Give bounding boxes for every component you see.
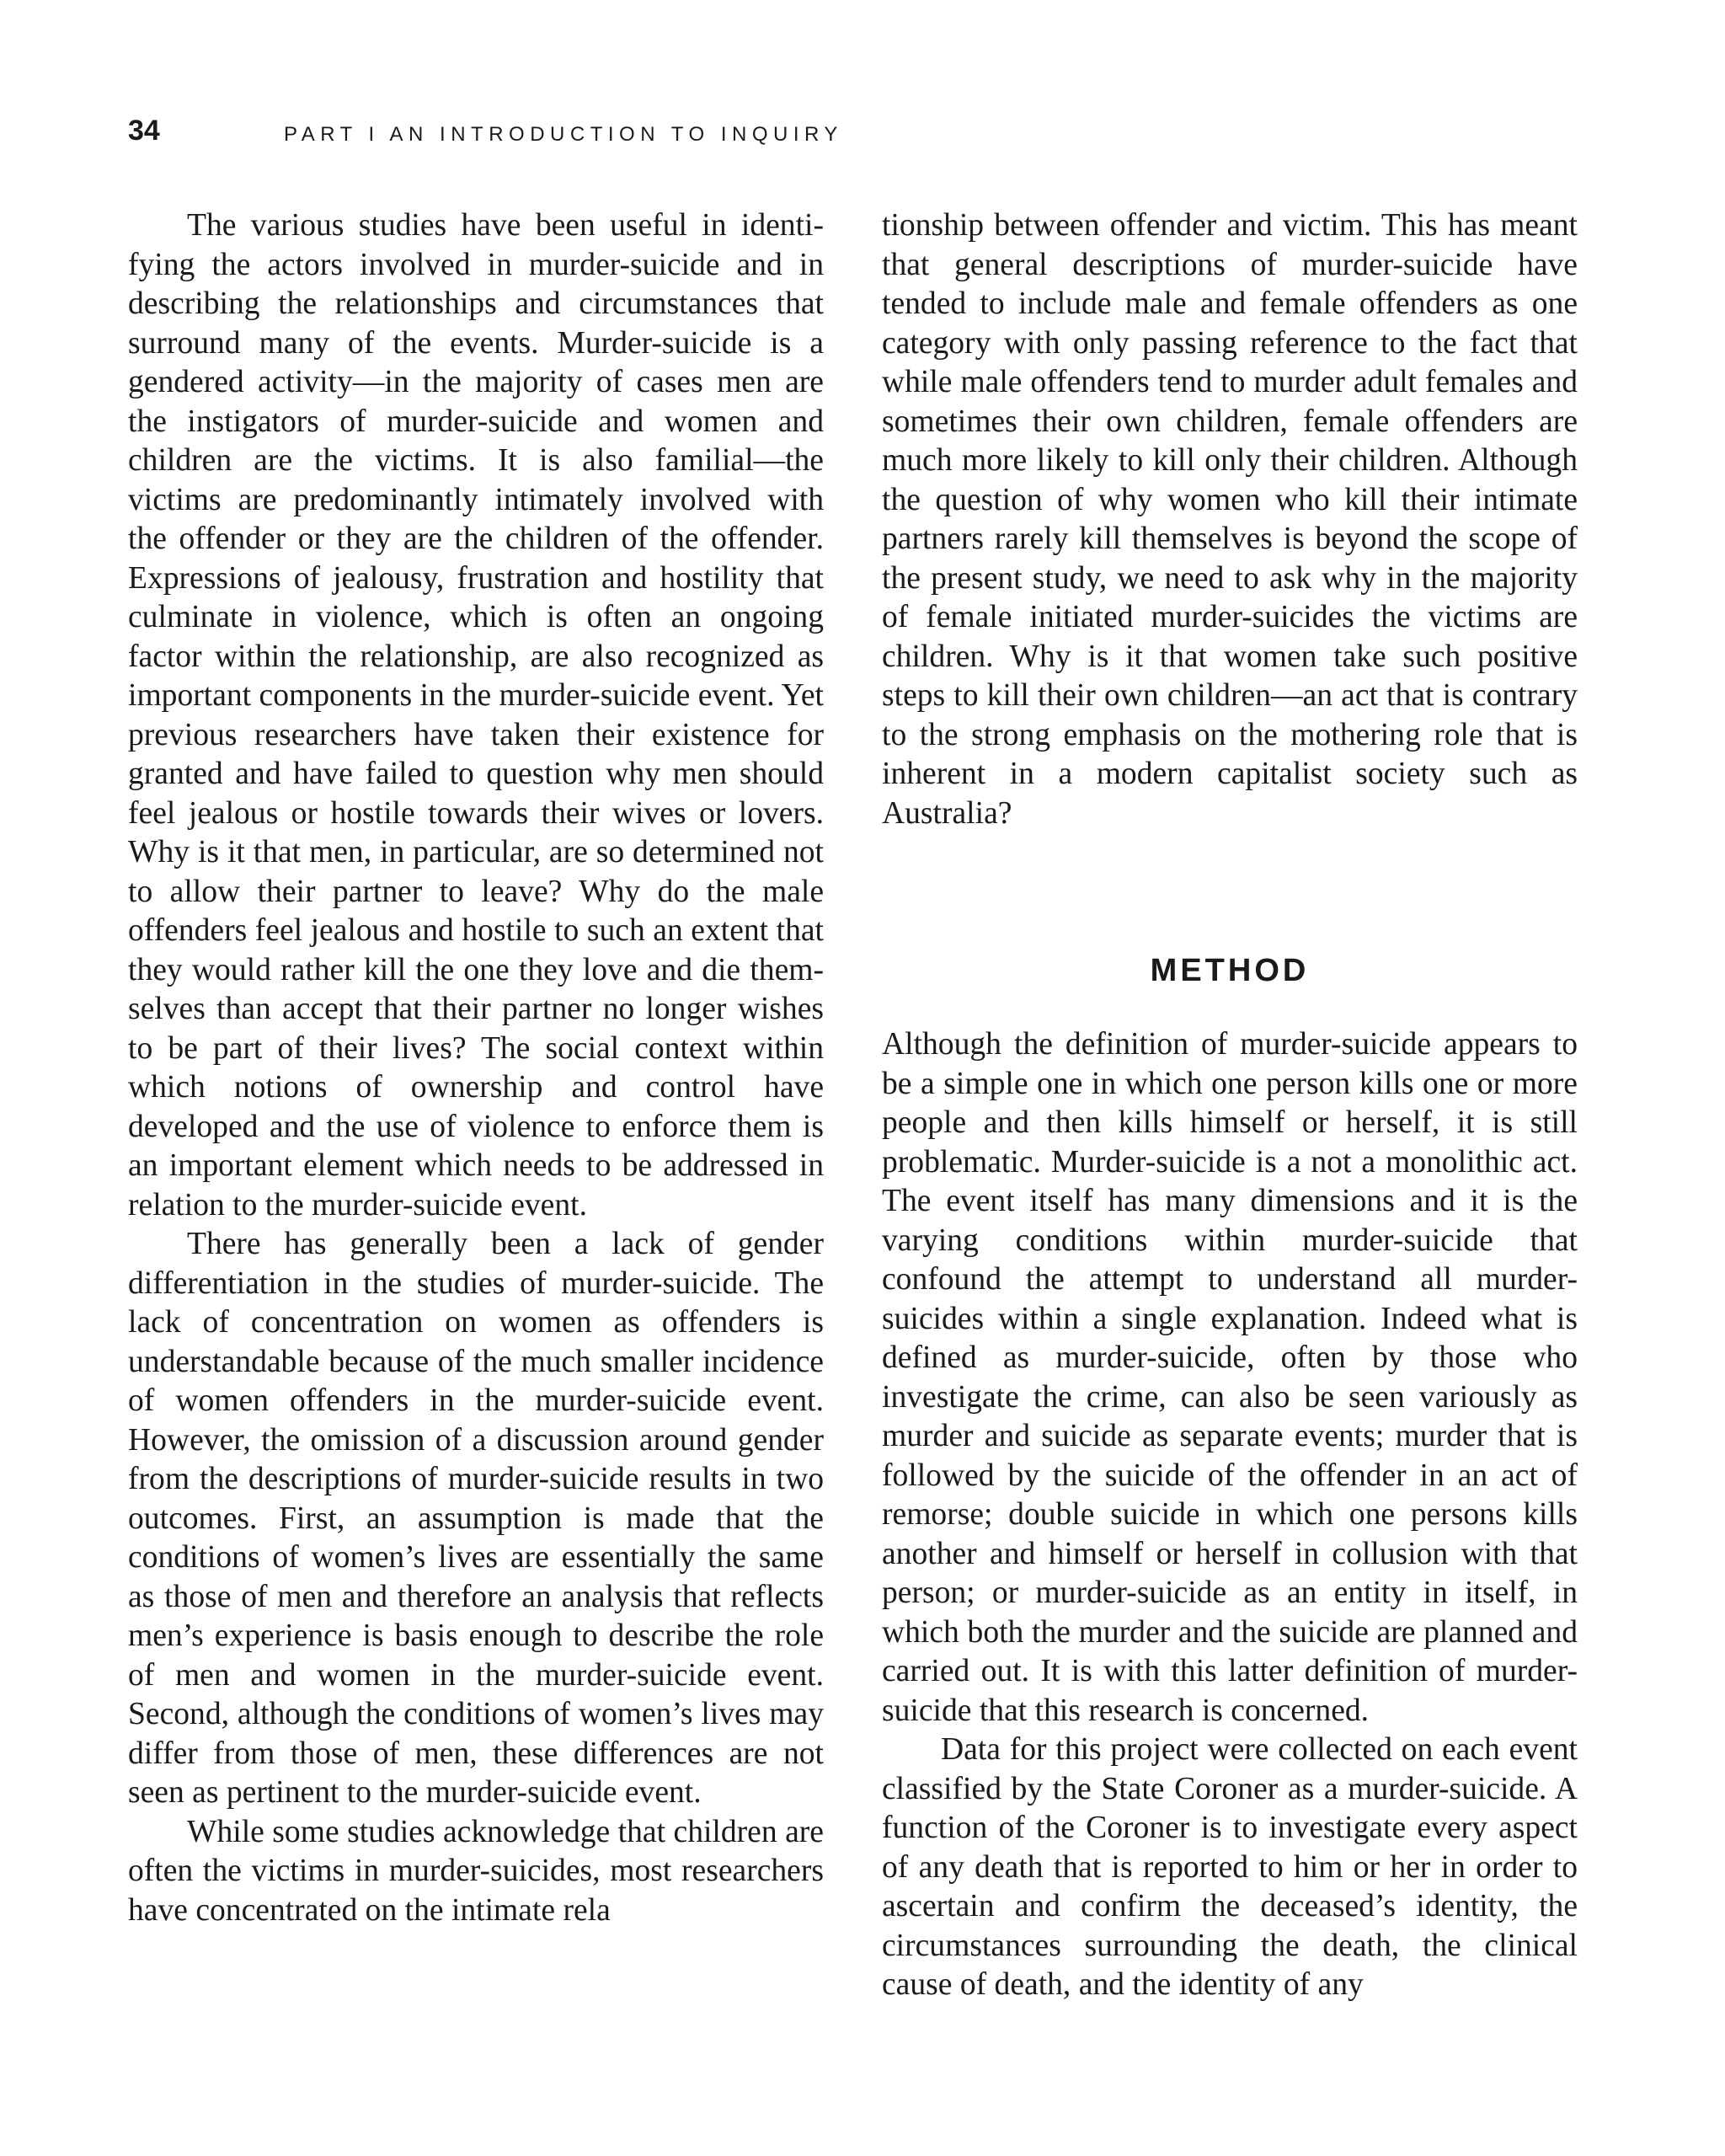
body-paragraph: The various studies have been useful in identifying the actors involved in murder-suicide and in describing the relationships and circumstances that surround many of the events. Murder-suicide is a gendered activity—in the majority of cases men are the instigators of murder-suicide and women and children are the victims. It is also familial—the victims are predominantly intimately involved with the offender or they are the children of the offender. Expressions of jealousy, frustration and hostility that culminate in violence, which is often an ongoing factor within the relationship, are also recognized as important components in the murder-suicide event. Yet previous researchers have taken their existence for granted and have failed to question why men should feel jealous or hostile towards their wives or lovers. Why is it that men, in particular, are so determined not to allow their partner to leave? Why do the male offenders feel jealous and hostile to such an extent that they would rather kill the one they love and die themselves than accept that their partner no longer wishes to be part of their lives? The social context within which notions of ownership and control have developed and the use of violence to enforce them is an important element which needs to be addressed in relation to the murder-suicide event. — [128, 208, 824, 1222]
right-column — [882, 206, 1578, 2005]
page-number: 34 — [128, 115, 160, 147]
body-paragraph: There has generally been a lack of gender differentiation in the studies of murder-suicide. The lack of concentration on women as offenders is understandable because of the much smaller incidence of women offenders in the murder-suicide event. However, the omission of a discussion around gender from the descriptions of murder-suicide results in two outcomes. First, an assumption is made that the conditions of women’s lives are essentially the same as those of men and therefore an analysis that reflects men’s experience is basis enough to describe the role of men and women in the murder-suicide event. Second, although the conditions of women’s lives may differ from those of men, these differences are not seen as pertinent to the murder-suicide event. — [128, 1227, 824, 1810]
body-paragraph: Data for this project were collected on each event classified by the State Coroner as a murder-suicide. A function of the Coroner is to investigate every aspect of any death that is reported to him or her in order to ascertain and confirm the deceased’s identity, the circumstances surrounding the death, the clinical cause of death, and the identity of any — [882, 1732, 1578, 2002]
section-heading: METHOD — [1150, 953, 1310, 988]
body-paragraph-continued: tionship between offender and victim. This has meant that general descriptions of murder-suicide have tended to include male and female offenders as one category with only passing reference to the fact that while male offenders tend to murder adult females and sometimes their own children, female offenders are much more likely to kill only their children. Although the question of why women who kill their intimate partners rarely kill themselves is beyond the scope of the present study, we need to ask why in the majority of female initiated murder-suicides the victims are children. Why is it that women take such positive steps to kill their own children—an act that is contrary to the strong emphasis on the mothering role that is inherent in a modern capitalist society such as Australia? — [882, 208, 1578, 831]
body-paragraph: While some studies acknowledge that children are often the victims in murder-suicides, most researchers have concentrated on the intimate rela — [128, 1814, 824, 1928]
body-paragraph: Although the definition of murder-suicide appears to be a simple one in which one person kills one or more people and then kills himself or herself, it is still problematic. Murder-suicide is a not a monolithic act. The event itself has many dimensions and it is the varying conditions within murder-suicide that confound the attempt to understand all murder-suicides within a single explanation. Indeed what is defined as murder-suicide, often by those who investigate the crime, can also be seen variously as murder and suicide as separate events; murder that is followed by the suicide of the offender in an act of remorse; double suicide in which one persons kills another and himself or herself in collusion with that person; or murder-suicide as an entity in itself, in which both the murder and the suicide are planned and carried out. It is with this latter definition of murder-suicide that this research is concerned. — [882, 1027, 1578, 1728]
left-column — [128, 206, 824, 1930]
running-head: PART I AN INTRODUCTION TO INQUIRY — [284, 123, 843, 146]
